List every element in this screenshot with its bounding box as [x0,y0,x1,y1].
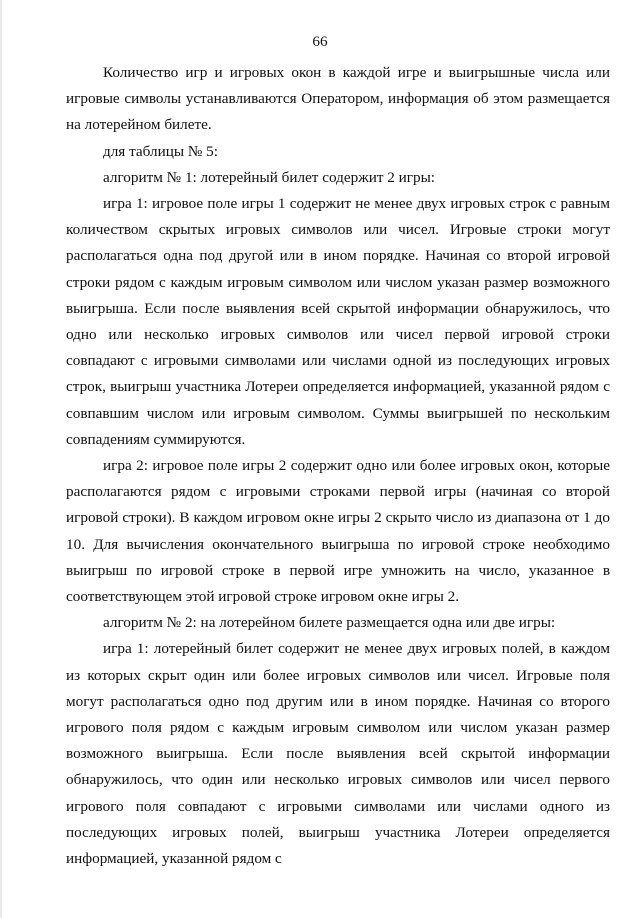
paragraph-algorithm-2: алгоритм № 2: на лотерейном билете размещается одна или две игры: [103,614,556,632]
paragraph-alg1-game-2: игра 2: игровое поле игры 2 содержит одно или более игровых окон, которые располагаются рядом с игровыми строками первой игры (начиная со второй игровой строки). В каждом игровом окне игры 2 скрыто число из диапазона от 1 до 10. Для вычисления окончательного выигрыша по игровой строке необходимо выигрыш по игровой строке в первой игре умножить на число, указанное в соответствующем этой игровой строке игровом окне игры 2. [66,457,610,606]
paragraph-ticket-info: Количество игр и игровых окон в каждой игре и выигрышные числа или игровые символы устанавливаются Оператором, информация об этом размещается на лотерейном билете. [66,64,610,134]
paragraph-algorithm-1: алгоритм № 1: лотерейный билет содержит 2 игры: [103,168,436,186]
paragraph-alg2-game-1: игра 1: лотерейный билет содержит не менее двух игровых полей, в каждом из которых скрыт один или более игровых символов или чисел. Игровые поля могут располагаться одно под другим или в ином порядке. Начиная со второго игрового поля рядом с каждым игровым символом или числом указан размер возможного выигрыша. Если после выявления всей скрытой информации обнаружилось, что один или несколько игровых символов или чисел первого игрового поля совпадают с игровыми символами или числами одного из последующих игровых полей, выигрыш участника Лотереи определяется информацией, указанной рядом с [66,640,610,868]
paragraph-alg1-game-1: игра 1: игровое поле игры 1 содержит не менее двух игровых строк с равным количеством скрытых игровых символов или чисел. Игровые строки могут располагаться одна под другой или в ином порядке. Начиная со второй игровой строки рядом с каждым игровым символом или числом указан размер возможного выигрыша. Если после выявления всей скрытой информации обнаружилось, что одно или несколько игровых символов или чисел первой игровой строки совпадают с игровыми символами или числами одной из последующих игровых строк, выигрыш участника Лотереи определяется информацией, указанной рядом с совпавшим числом или игровым символом. Суммы выигрышей по нескольким совпадениям суммируются. [66,195,610,448]
page-body [66,60,610,872]
paragraph-table-5-heading: для таблицы № 5: [103,142,218,160]
page-number: 66 [312,33,328,50]
page-edge [0,0,2,918]
